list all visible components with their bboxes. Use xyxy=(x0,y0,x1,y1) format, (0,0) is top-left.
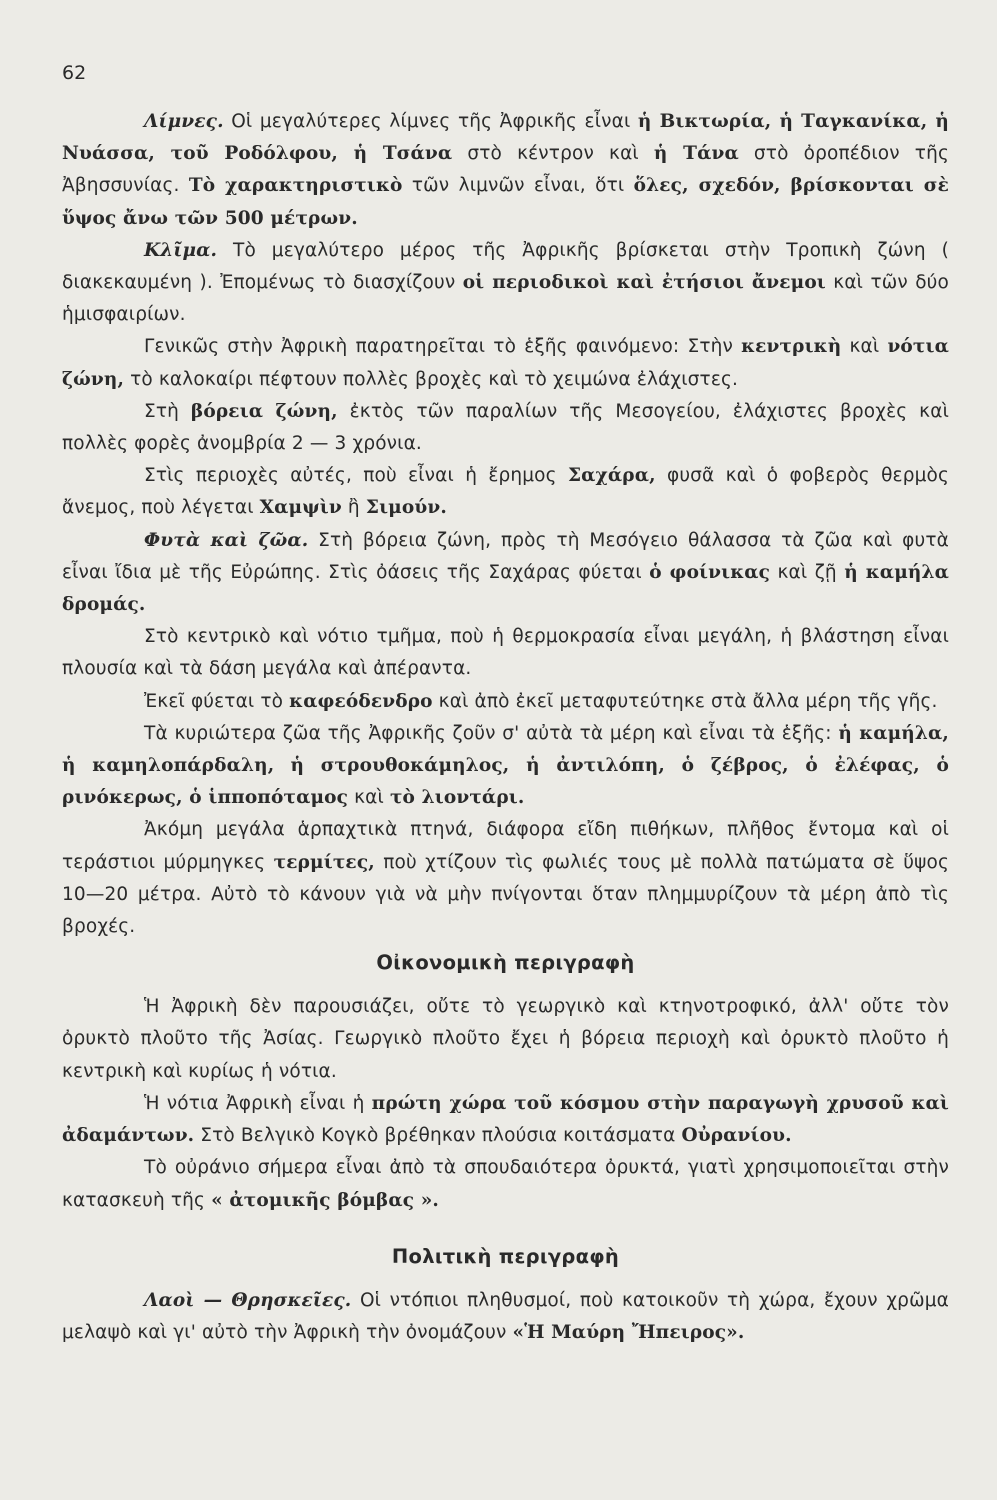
paragraph-text: καὶ ζῇ xyxy=(770,561,845,583)
paragraph-text: καὶ xyxy=(841,336,888,358)
emphasized-text: « ἀτομικῆς βόμβας ». xyxy=(211,1189,440,1211)
paragraph xyxy=(62,991,949,1088)
emphasized-text: Οὐρανίου. xyxy=(681,1125,792,1147)
emphasized-text: ἡ καμήλα, ἡ καμηλοπάρδαλη, xyxy=(62,722,950,777)
paragraph-lead: Λαοὶ — Θρησκεῖες. xyxy=(144,1289,352,1311)
paragraph-text: Στὸ κεντρικὸ καὶ νότιο τμῆμα, ποὺ ἡ θερμοκρασία εἶναι μεγάλη, ἡ βλάστηση εἶναι πλουσία καὶ τὰ δάση μεγάλα καὶ ἀπέραντα. xyxy=(62,626,949,680)
paragraph-text: Στὸ Βελγικὸ Κογκὸ βρέθηκαν πλούσια κοιτάσματα xyxy=(194,1125,682,1147)
paragraph-text: στὸ ὀροπέδιον τῆς Ἀβησσυνίας. xyxy=(62,143,949,197)
paragraph xyxy=(62,621,949,685)
paragraph-text: καὶ τῶν δύο ἡμισφαιρίων. xyxy=(62,272,950,326)
paragraph xyxy=(62,235,949,332)
paragraph xyxy=(62,460,949,524)
paragraph xyxy=(62,1088,949,1152)
paragraph-lead: Λίμνες. xyxy=(144,111,224,132)
paragraph-text: Στὴ xyxy=(144,400,191,422)
paragraph-text: τῶν λιμνῶν εἶναι, ὅτι xyxy=(402,175,634,197)
paragraph xyxy=(62,1152,949,1216)
emphasized-text: «Ἡ Μαύρη Ἤπειρος». xyxy=(512,1321,745,1343)
paragraph xyxy=(62,718,949,815)
emphasized-text: πρώτη χώρα τοῦ κόσμου στὴν παραγωγὴ χρυσοῦ καὶ ἀδαμάντων. xyxy=(62,1092,949,1147)
paragraph-text: Τὸ οὐράνιο σήμερα εἶναι ἀπὸ τὰ σπουδαιότερα ὀρυκτά, γιατὶ χρησιμοποιεῖται στὴν κατασκευὴ τῆς xyxy=(62,1157,949,1211)
paragraph xyxy=(62,331,949,395)
paragraph-text: Ἀκόμη μεγάλα ἁρπαχτικὰ πτηνά, διάφορα εἴδη πιθήκων, πλῆθος ἔντομα καὶ οἱ τεράστιοι μύρμηγκες xyxy=(62,819,949,873)
emphasized-text: Σαχάρα, xyxy=(567,465,656,487)
paragraph-text: ἢ xyxy=(341,497,366,519)
emphasized-text: οἱ περιοδικοὶ καὶ ἐτήσιοι ἄνεμοι xyxy=(462,272,826,294)
paragraph-text: Ἡ Ἀφρικὴ δὲν παρουσιάζει, οὔτε τὸ γεωργικὸ καὶ κτηνοτροφικό, ἀλλ' οὔτε τὸν ὀρυκτὸ πλοῦτο τῆς Ἀσίας. Γεωργικὸ πλοῦτο ἔχει ἡ βόρεια περιοχὴ καὶ ὀρυκτὸ πλοῦτο ἡ κεντρικὴ καὶ κυρίως ἡ νότια. xyxy=(62,996,949,1082)
emphasized-text: ἡ καμήλα δρομάς. xyxy=(62,561,949,616)
paragraph-text: Ἡ νότια Ἀφρικὴ εἶναι ἡ xyxy=(144,1092,372,1114)
paragraph xyxy=(62,814,949,943)
emphasized-text: καφεόδενδρο xyxy=(289,690,433,712)
paragraph-text: Ἐκεῖ φύεται τὸ xyxy=(144,690,290,712)
paragraph-text: Τὰ κυριώτερα ζῶα τῆς Ἀφρικῆς ζοῦν σ' αὐτὰ τὰ μέρη καὶ εἶναι τὰ ἑξῆς: xyxy=(144,722,839,744)
paragraph-text: Τὸ μεγαλύτερο μέρος τῆς Ἀφρικῆς βρίσκεται στὴν Τροπικὴ ζώνη ( διακεκαυμένη ). Ἐπομένως τὸ διασχίζουν xyxy=(62,239,949,294)
paragraph-text: στὸ κέντρον καὶ xyxy=(452,143,654,165)
section-geography xyxy=(62,106,949,943)
paragraph xyxy=(62,1285,949,1349)
emphasized-text: τερμίτες, xyxy=(273,851,375,873)
emphasized-text: ὁ φοίνικας xyxy=(649,561,771,583)
emphasized-text: Τὸ χαρακτηριστικὸ xyxy=(188,175,403,197)
paragraph xyxy=(62,106,949,235)
emphasized-text: ὅλες, σχεδόν, βρίσκονται σὲ ὕψος ἄνω τῶν 500 μέτρων. xyxy=(62,175,949,229)
section-political xyxy=(62,1285,949,1349)
emphasized-text: βόρεια ζώνη, xyxy=(190,400,338,422)
emphasized-text: Χαμψὶν xyxy=(259,497,342,519)
emphasized-text: Σιμούν. xyxy=(365,497,447,519)
paragraph-text: καὶ xyxy=(348,787,390,809)
paragraph-lead: Φυτὰ καὶ ζῶα. xyxy=(144,529,309,551)
heading-economic: Οἰκονομικὴ περιγραφὴ xyxy=(376,951,635,975)
paragraph-text: φυσᾶ καὶ ὁ φοβερὸς θερμὸς ἄνεμος, ποὺ λέγεται xyxy=(62,465,949,519)
page-number: 62 xyxy=(62,62,87,84)
emphasized-text: ἡ στρουθοκάμηλος, ἡ ἀντιλόπη, ὁ ζέβρος, ὁ ἐλέφας, ὁ ρινόκερως, ὁ ἱπποπόταμος xyxy=(62,755,949,809)
emphasized-text: νότια ζώνη, xyxy=(62,336,949,390)
paragraph-text: Γενικῶς στὴν Ἀφρικὴ παρατηρεῖται τὸ ἑξῆς φαινόμενο: Στὴν xyxy=(144,336,742,358)
paragraph-text: τὸ καλοκαίρι πέφτουν πολλὲς βροχὲς καὶ τὸ χειμώνα ἐλάχιστες. xyxy=(124,368,739,390)
paragraph-text: ἐκτὸς τῶν παραλίων τῆς Μεσογείου, ἐλάχιστες βροχὲς καὶ πολλὲς φορὲς ἀνομβρία 2 — 3 χρόνια. xyxy=(62,400,949,455)
paragraph xyxy=(62,396,949,460)
emphasized-text: τὸ λιοντάρι. xyxy=(389,787,525,809)
section-economic xyxy=(62,991,949,1216)
paragraph-text: ποὺ χτίζουν τὶς φωλιές τους μὲ πολλὰ πατώματα σὲ ὕψος 10—20 μέτρα. Αὐτὸ τὸ κάνουν γιὰ νὰ μὴν πνίγονται ὅταν πλημμυρίζουν τὰ μέρη ἀπὸ τὶς βροχές. xyxy=(62,851,949,938)
heading-political: Πολιτικὴ περιγραφὴ xyxy=(391,1244,620,1268)
paragraph-text: Στὶς περιοχὲς αὐτές, ποὺ εἶναι ἡ ἔρημος xyxy=(144,465,568,487)
paragraph-text xyxy=(274,755,290,776)
paragraph-text: Στὴ βόρεια ζώνη, πρὸς τὴ Μεσόγειο θάλασσα τὰ ζῶα καὶ φυτὰ εἶναι ἴδια μὲ τῆς Εὐρώπης. Στὶς ὀάσεις τῆς Σαχάρας φύεται xyxy=(62,529,949,583)
paragraph-text: καὶ ἀπὸ ἐκεῖ μεταφυτεύτηκε στὰ ἄλλα μέρη τῆς γῆς. xyxy=(432,690,938,712)
paragraph xyxy=(62,686,949,718)
paragraph xyxy=(62,525,949,622)
paragraph-text: Οἱ ντόπιοι πληθυσμοί, ποὺ κατοικοῦν τὴ χώρα, ἔχουν χρῶμα μελαψὸ καὶ γι' αὐτὸ τὴν Ἀφρικὴ τὴν ὀνομάζουν xyxy=(62,1289,949,1343)
paragraph-text: Οἱ μεγαλύτερες λίμνες τῆς Ἀφρικῆς εἶναι xyxy=(223,111,638,132)
emphasized-text: κεντρικὴ xyxy=(741,336,842,358)
paragraph-lead: Κλῖμα. xyxy=(144,239,218,261)
emphasized-text: ἡ Τάνα xyxy=(653,143,739,165)
emphasized-text: ἡ Βικτωρία, ἡ Ταγκανίκα, ἡ Νυάσσα, τοῦ Ροδόλφου, ἡ Τσάνα xyxy=(62,111,949,165)
